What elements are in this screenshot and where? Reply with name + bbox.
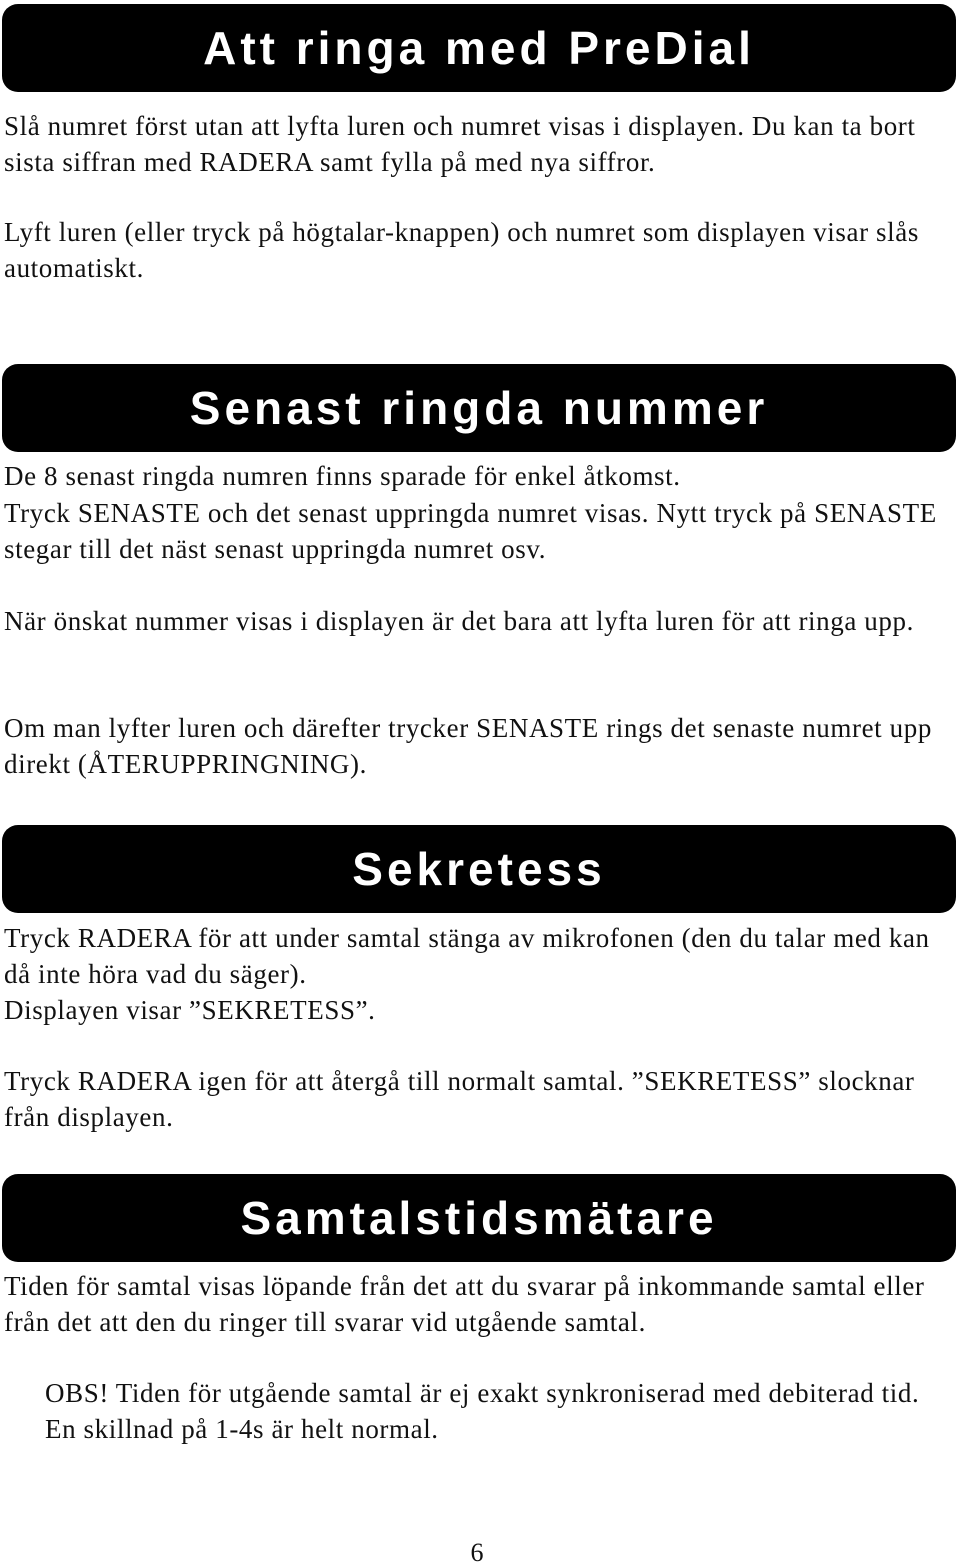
section-title-senast: Senast ringda nummer (2, 364, 956, 452)
predial-paragraph-1: Slå numret först utan att lyfta luren och numret visas i displayen. Du kan ta bort sista siffran med RADERA samt fylla på med nya siffror. (4, 111, 916, 177)
predial-paragraph-2: Lyft luren (eller tryck på högtalar-knappen) och numret som displayen visar slås automatiskt. (4, 217, 919, 283)
sekretess-paragraph-1: Tryck RADERA för att under samtal stänga av mikrofonen (den du talar med kan då inte höra vad du säger). (4, 923, 930, 989)
samtalstid-paragraph-1: Tiden för samtal visas löpande från det att du svarar på inkommande samtal eller från det att den du ringer till svarar vid utgående samtal. (4, 1271, 925, 1337)
sekretess-paragraph-3: Tryck RADERA igen för att återgå till normalt samtal. ”SEKRETESS” slocknar från displayen. (4, 1066, 915, 1132)
page-number: 6 (470, 1538, 484, 1567)
samtalstid-note: OBS! Tiden för utgående samtal är ej exakt synkroniserad med debiterad tid. En skillnad på 1-4s är helt normal. (45, 1378, 920, 1444)
senast-paragraph-1: De 8 senast ringda numren finns sparade för enkel åtkomst. (4, 461, 681, 491)
sekretess-paragraph-2: Displayen visar ”SEKRETESS”. (4, 995, 376, 1025)
senast-paragraph-4: Om man lyfter luren och därefter trycker SENASTE rings det senaste numret upp direkt (ÅTERUPPRINGNING). (4, 713, 932, 779)
senast-paragraph-3: När önskat nummer visas i displayen är det bara att lyfta luren för att ringa upp. (4, 606, 914, 636)
senast-paragraph-2: Tryck SENASTE och det senast uppringda numret visas. Nytt tryck på SENASTE stegar till det näst senast uppringda numret osv. (4, 498, 937, 564)
section-title-sekretess: Sekretess (2, 825, 956, 913)
section-title-samtalstid: Samtalstidsmätare (2, 1174, 956, 1262)
section-title-predial: Att ringa med PreDial (2, 4, 956, 92)
